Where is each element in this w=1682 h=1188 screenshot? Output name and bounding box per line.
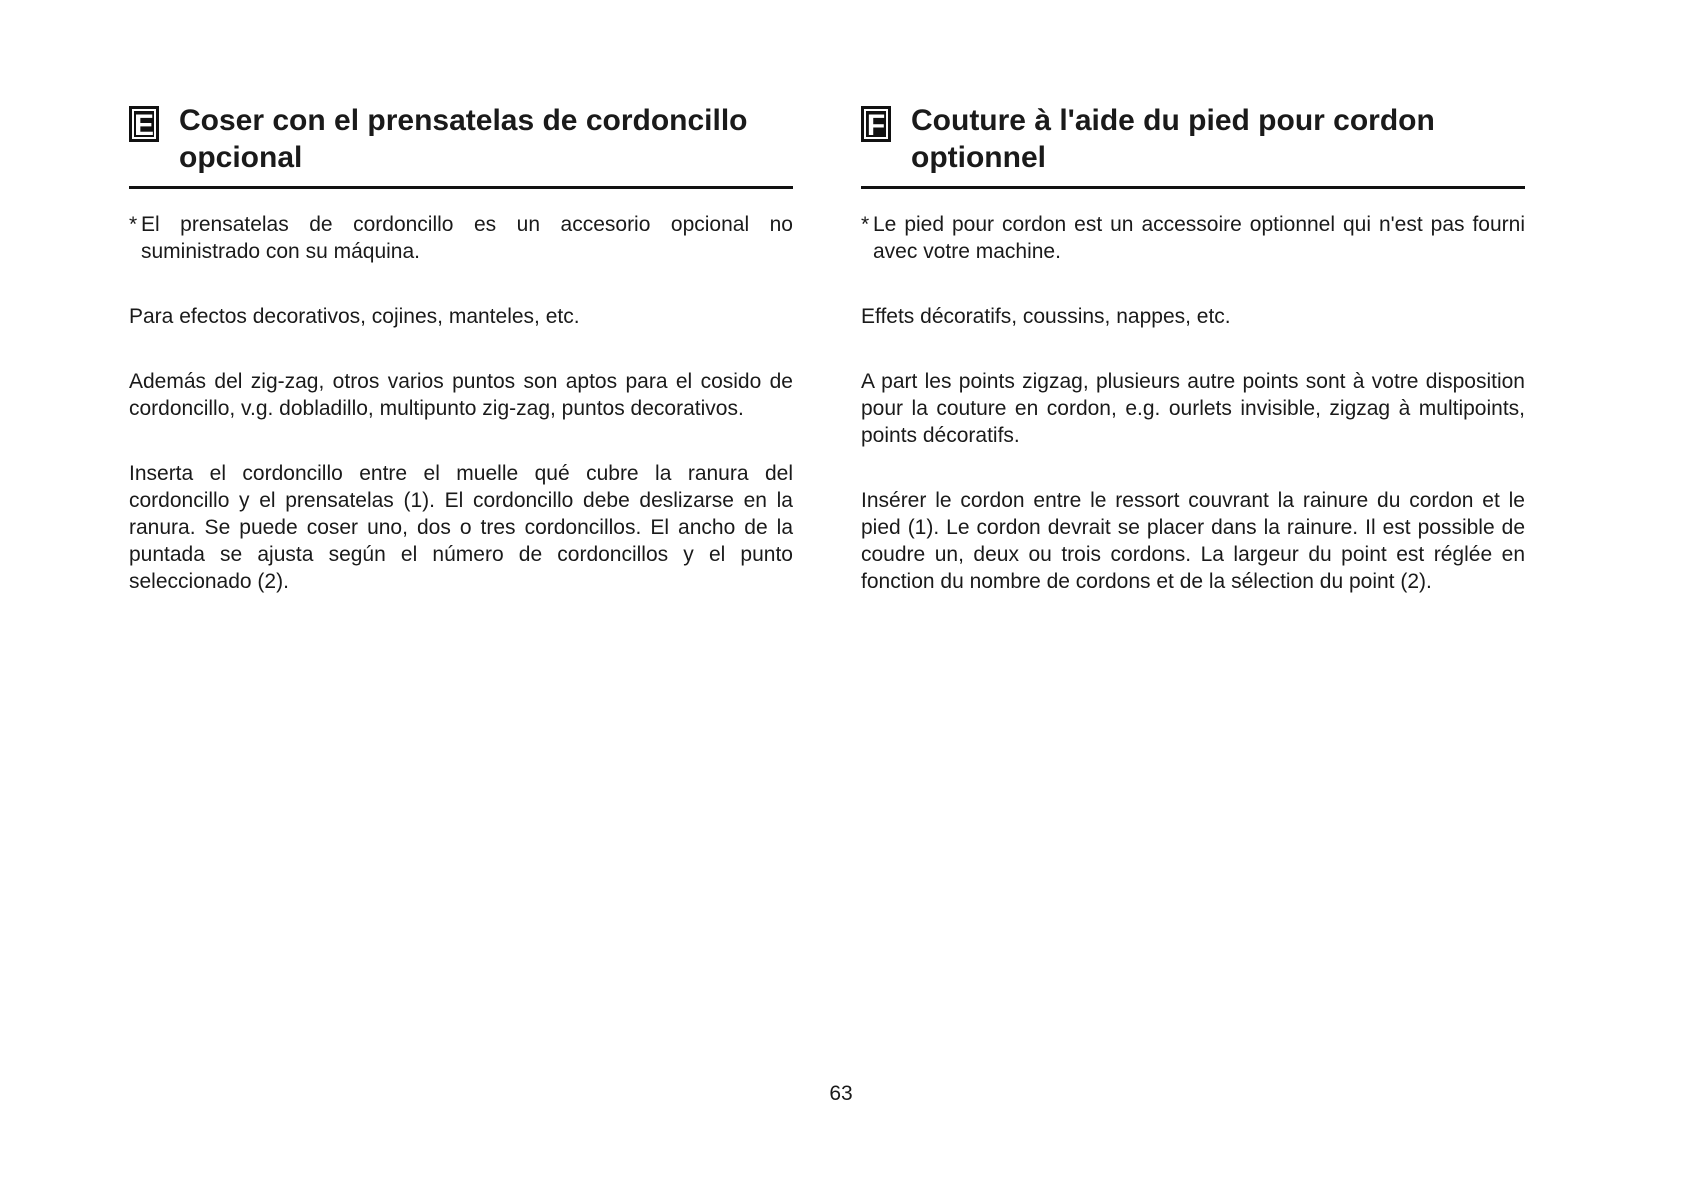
french-column <box>861 96 1525 595</box>
french-title: Couture à l'aide du pied pour cordon optionnel <box>911 104 1435 174</box>
spanish-paragraph-3: Inserta el cordoncillo entre el muelle qué cubre la ranura del cordoncillo y el prensatelas (1). El cordoncillo debe deslizarse en la ranura. Se puede coser uno, dos o tres cordoncillos. El ancho de la puntada se ajusta según el número de cordoncillos y el punto seleccionado (2). <box>129 462 793 593</box>
french-heading <box>861 96 1525 189</box>
french-paragraph-1: Effets décoratifs, coussins, nappes, etc. <box>861 305 1231 328</box>
spanish-note-text: El prensatelas de cordoncillo es un accesorio opcional no suministrado con su máquina. <box>141 213 793 263</box>
note-asterisk: * <box>129 213 138 236</box>
spanish-column <box>129 96 793 595</box>
french-paragraph-3: Insérer le cordon entre le ressort couvrant la rainure du cordon et le pied (1). Le cordon devrait se placer dans la rainure. Il est possible de coudre un, deux ou trois cordons. La largeur du point est réglée en fonction du nombre de cordons et de la sélection du point (2). <box>861 489 1525 593</box>
french-note <box>861 211 1525 265</box>
french-paragraph-2: A part les points zigzag, plusieurs autre points sont à votre disposition pour la couture en cordon, e.g. ourlets invisible, zigzag à multipoints, points décoratifs. <box>861 370 1525 447</box>
page-number: 63 <box>829 1082 853 1105</box>
language-badge-e: E <box>129 106 159 142</box>
spanish-paragraph-2: Además del zig-zag, otros varios puntos son aptos para el cosido de cordoncillo, v.g. dobladillo, multipunto zig-zag, puntos decorativos. <box>129 370 793 420</box>
note-asterisk: * <box>861 213 870 236</box>
spanish-heading <box>129 96 793 189</box>
language-badge-f: F <box>861 106 891 142</box>
spanish-note <box>129 211 793 265</box>
spanish-paragraph-1: Para efectos decorativos, cojines, manteles, etc. <box>129 305 580 328</box>
french-note-text: Le pied pour cordon est un accessoire optionnel qui n'est pas fourni avec votre machine. <box>873 213 1525 263</box>
spanish-title: Coser con el prensatelas de cordoncillo opcional <box>179 104 748 174</box>
